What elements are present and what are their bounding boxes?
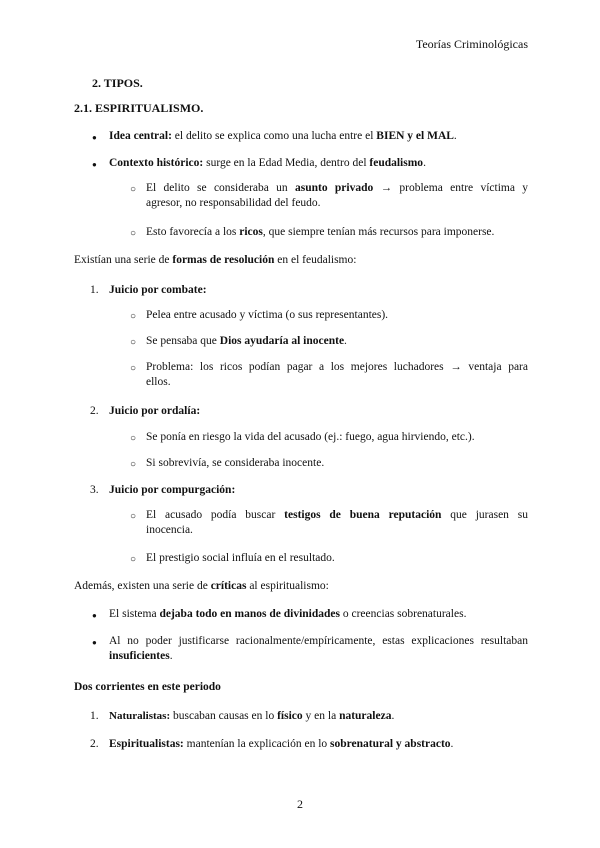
bullet-icon: ● (92, 160, 97, 169)
list-number: 3. (90, 484, 99, 496)
compurgacion-title: Juicio por compurgación: (109, 484, 236, 496)
bold-text: sobrenatural y abstracto (330, 738, 451, 750)
bold-text: formas de resolución (172, 254, 275, 266)
espiritualistas-item (109, 738, 453, 750)
text: surge en la Edad Media, dentro del (203, 157, 370, 169)
naturalistas-item (109, 710, 394, 722)
circle-bullet-icon: ○ (130, 311, 137, 322)
text: Existían una serie de (74, 254, 173, 266)
formas-paragraph (74, 254, 356, 266)
page-number: 2 (297, 797, 303, 811)
compurgacion-item-2: El prestigio social influía en el resultado. (146, 552, 335, 564)
text: el delito se explica como una lucha entre el (171, 130, 377, 142)
ordalia-item-1: Se ponía en riesgo la vida del acusado (ej.: fuego, agua hirviendo, etc.). (146, 431, 475, 443)
combate-item-3-line-1: Problema: los ricos podían pagar a los mejores luchadores → ventaja para (146, 361, 528, 373)
circle-bullet-icon: ○ (130, 337, 137, 348)
circle-bullet-icon: ○ (130, 228, 137, 239)
combate-item-3 (146, 361, 528, 388)
dejaba-item (109, 608, 466, 620)
compurgacion-item-1-line-2: inocencia. (146, 524, 193, 536)
ricos-item (146, 226, 494, 238)
text: buscaban causas en lo (170, 710, 278, 722)
text: Se pensaba que (146, 335, 220, 347)
text: que jurasen su (441, 509, 528, 521)
idea-central-label: Idea central: (109, 130, 172, 142)
bullet-icon: ● (92, 133, 97, 142)
list-number: 1. (90, 710, 99, 722)
ordalia-title: Juicio por ordalía: (109, 405, 201, 417)
text: . (423, 157, 426, 169)
bold-text: físico (277, 710, 303, 722)
subsection-heading: 2.1. ESPIRITUALISMO. (74, 101, 204, 115)
idea-central-item (109, 130, 457, 142)
justificar-item (109, 635, 528, 662)
text: , que siempre tenían más recursos para imponerse. (262, 226, 495, 238)
asunto-item (146, 182, 528, 209)
combate-title: Juicio por combate: (109, 284, 207, 296)
asunto-line-1 (146, 182, 528, 194)
compurgacion-item-1-line-1 (146, 509, 528, 521)
text: El acusado podía buscar (146, 509, 285, 521)
text: Esto favorecía a los (146, 226, 240, 238)
list-number: 1. (90, 284, 99, 296)
justificar-line-1: Al no poder justificarse racionalmente/empíricamente, estas explicaciones resultaban (109, 635, 528, 647)
espiritualistas-label: Espiritualistas: (109, 738, 184, 750)
circle-bullet-icon: ○ (130, 433, 137, 444)
contexto-label: Contexto histórico: (109, 157, 204, 169)
section-heading: 2. TIPOS. (92, 76, 143, 90)
circle-bullet-icon: ○ (130, 363, 137, 374)
naturalistas-label: Naturalistas: (109, 710, 171, 722)
text: mantenían la explicación en lo (183, 738, 331, 750)
circle-bullet-icon: ○ (130, 554, 137, 565)
bold-text: feudalismo (369, 157, 424, 169)
bold-text: BIEN y el MAL (376, 130, 454, 142)
bold-text: dejaba todo en manos de divinidades (159, 608, 340, 620)
circle-bullet-icon: ○ (130, 459, 137, 470)
contexto-item (109, 157, 426, 169)
bold-text: críticas (210, 580, 247, 592)
compurgacion-item-1 (146, 509, 528, 536)
bullet-icon: ● (92, 638, 97, 647)
list-number: 2. (90, 405, 99, 417)
bold-text: naturaleza (339, 710, 392, 722)
bold-text: testigos de buena reputación (284, 509, 442, 521)
list-number: 2. (90, 738, 99, 750)
bold-text: asunto privado (295, 182, 374, 194)
text: . (169, 650, 173, 662)
combate-item-1: Pelea entre acusado y víctima (o sus representantes). (146, 309, 389, 321)
text: . (453, 130, 457, 142)
combate-item-2 (146, 335, 347, 347)
bold-text: ricos (239, 226, 263, 238)
text: o creencias sobrenaturales. (340, 608, 467, 620)
corrientes-heading: Dos corrientes en este periodo (74, 681, 221, 693)
text: al espiritualismo: (246, 580, 329, 592)
text: . (450, 738, 454, 750)
text: El sistema (109, 608, 160, 620)
text: Además, existen una serie de (74, 580, 211, 592)
combate-item-3-line-2: ellos. (146, 376, 171, 388)
justificar-line-2 (109, 650, 528, 662)
asunto-line-2: agresor, no responsabilidad del feudo. (146, 197, 321, 209)
text: . (391, 710, 395, 722)
text: → problema entre víctima y (373, 182, 529, 194)
circle-bullet-icon: ○ (130, 184, 137, 195)
criticas-paragraph (74, 580, 329, 592)
running-header: Teorías Criminológicas (415, 37, 528, 51)
circle-bullet-icon: ○ (130, 511, 137, 522)
bullet-icon: ● (92, 611, 97, 620)
text: El delito se consideraba un (146, 182, 295, 194)
text: en el feudalismo: (274, 254, 357, 266)
bold-text: insuficientes (109, 650, 170, 662)
text: . (344, 335, 347, 347)
text: y en la (302, 710, 340, 722)
bold-text: Dios ayudaría al inocente (219, 335, 345, 347)
ordalia-item-2: Si sobrevivía, se consideraba inocente. (146, 457, 325, 469)
